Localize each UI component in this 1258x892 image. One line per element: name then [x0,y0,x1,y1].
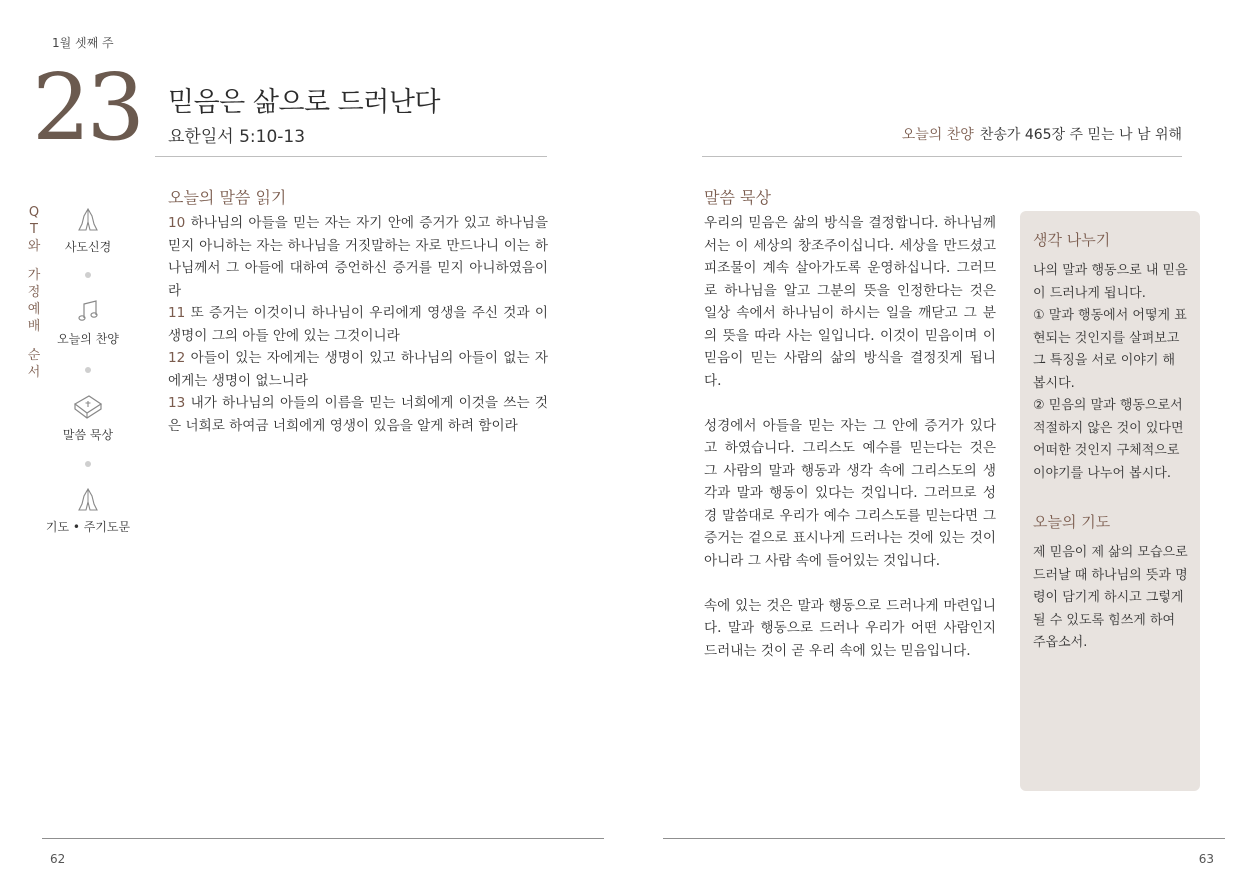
sidebar-dot [85,461,91,467]
verse-text: 아들이 있는 자에게는 생명이 있고 하나님의 아들이 없는 자에게는 생명이 없느니라 [168,350,548,389]
page-title: 믿음은 삶으로 드러난다 [168,87,440,118]
footer-rule-left [42,838,604,839]
page-number-right: 63 [1198,852,1214,866]
verse-text: 내가 하나님의 아들의 이름을 믿는 너희에게 이것을 쓰는 것은 너희로 하여금 너희에게 영생이 있음을 알게 하려 함이라 [168,395,548,434]
sidebar-item-hymn [33,298,143,347]
vertical-char: 가 [27,268,41,283]
scripture-text [168,212,548,437]
day-number: 23 [32,54,142,161]
vertical-gap [26,255,42,267]
praying-hands-icon [74,486,102,514]
vertical-char: T [30,222,38,237]
vertical-char: 배 [27,319,41,334]
scripture-heading: 오늘의 말씀 읽기 [168,188,287,207]
hymn-text: 찬송가 465장 주 믿는 나 남 위해 [979,127,1182,143]
meditation-paragraph: 성경에서 아들을 믿는 자는 그 안에 증거가 있다고 하였습니다. 그리스도 예수를 믿는다는 것은 그 사람의 말과 행동과 생각 속에 그리스도의 생각과 말과 행동이 있다는 것입니다. 그러므로 성경 말씀대로 우리가 예수 그리스도를 믿는다면 그 증거는 겉으로 표시나게 드러나는 것에 있는 것이 아니라 그 사람 속에 들어있는 것입니다. [704,417,996,569]
meditation-heading: 말씀 묵상 [704,188,771,207]
meditation-paragraph: 속에 있는 것은 말과 행동으로 드러나게 마련입니다. 말과 행동으로 드러나 우리가 어떤 사람인지 드러내는 것이 곧 우리 속에 있는 믿음입니다. [704,597,996,659]
sidebar-item-label: 사도신경 [64,240,112,254]
sidebar-item-label: 오늘의 찬양 [57,332,119,346]
meditation-paragraph: 우리의 믿음은 삶의 방식을 결정합니다. 하나님께서는 이 세상의 창조주이십니다. 세상을 만드셨고 피조물이 계속 살아가도록 운영하십니다. 그러므로 하나님을 알고 그분의 뜻을 인정한다는 것은 일상 속에서 하나님이 하시는 일을 깨닫고 그 분의 뜻을 따라 사는 일입니다. 이것이 믿음이며 이 믿음이 믿는 사람의 삶의 방식을 결정짓게 됩니다. [704,215,996,389]
verse-number: 10 [168,215,186,231]
meditation-text [704,212,996,685]
verse-number: 13 [168,395,186,411]
title-divider [155,156,547,157]
praying-hands-icon [74,206,102,234]
week-label: 1월 셋째 주 [52,36,114,50]
vertical-char: Q [28,205,40,220]
sidebar-item-prayer [33,486,143,535]
verse [168,347,548,392]
sidebar-dot [85,272,91,278]
sidebar-item-meditation [33,392,143,443]
sidebar-item-label: 기도 • 주기도문 [45,520,131,534]
prayer-text: 제 믿음이 제 삶의 모습으로 드러날 때 하나님의 뜻과 명령이 담기게 하시고 그렇게 될 수 있도록 힘쓰게 하여 주옵소서. [1033,545,1188,650]
sidebar-item-label: 말씀 묵상 [62,428,114,442]
music-note-icon [74,298,102,326]
verse-text: 또 증거는 이것이니 하나님이 우리에게 영생을 주신 것과 이 생명이 그의 아들 안에 있는 그것이니라 [168,305,548,344]
sidebar-dot [85,367,91,373]
verse [168,212,548,302]
footer-rule-right [663,838,1225,839]
hymn-label: 오늘의 찬양 [901,127,974,143]
verse-number: 11 [168,305,186,321]
prayer-heading: 오늘의 기도 [1033,513,1111,531]
vertical-char: 정 [27,285,41,300]
share-text: 나의 말과 행동으로 내 믿음이 드러나게 됩니다. ① 말과 행동에서 어떻게 표현되는 것인지를 살펴보고 그 특징을 서로 이야기 해 봅시다. ② 믿음의 말과 행동으로서 적절하지 않은 것이 있다면 어떠한 것인지 구체적으로 이야기를 나누어 봅시다. [1033,263,1188,481]
vertical-char: 와 [27,239,41,254]
verse [168,392,548,437]
vertical-char: 서 [27,365,41,380]
hymn-divider [702,156,1182,157]
verse [168,302,548,347]
discussion-box [1020,211,1200,791]
vertical-char: 순 [27,348,41,363]
verse-number: 12 [168,350,186,366]
bible-icon [72,392,104,422]
vertical-char: 예 [27,302,41,317]
scripture-reference: 요한일서 5:10-13 [168,127,306,147]
todays-hymn [902,124,1182,144]
verse-text: 하나님의 아들을 믿는 자는 자기 안에 증거가 있고 하나님을 믿지 아니하는 자는 하나님을 거짓말하는 자로 만드나니 이는 하나님께서 그 아들에 대하여 증언하신 증거를 믿지 아니하였음이라 [168,215,548,299]
page-number-left: 62 [50,852,66,866]
sidebar-item-creed [33,206,143,255]
share-heading: 생각 나누기 [1033,231,1111,249]
